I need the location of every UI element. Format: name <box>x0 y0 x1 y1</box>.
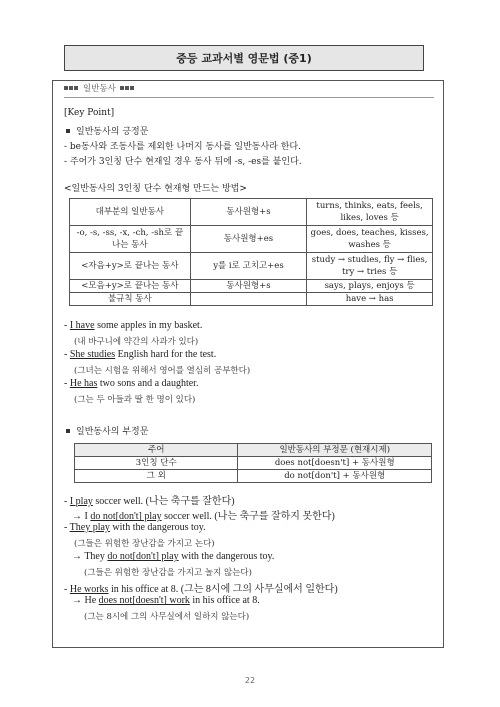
sentence-rest: English hard for the test. <box>115 349 217 360</box>
table-row <box>75 470 432 483</box>
underlined-phrase: do not[don't] play <box>90 511 162 522</box>
table-cell: 동사원형+s <box>190 199 307 226</box>
sentence-rest: in his office at 8. <box>189 595 260 606</box>
negative-sentence <box>72 551 274 562</box>
example-sentence: - They play with the dangerous toy. <box>64 522 206 533</box>
table-cell: turns, thinks, eats, feels, likes, loves 등 <box>307 199 433 226</box>
table-row <box>70 226 433 253</box>
neg-heading-text: 일반동사의 부정문 <box>76 427 149 437</box>
table-cell: 동사원형+es <box>190 226 307 253</box>
negative-table <box>74 443 432 483</box>
table-cell: <모음+y>로 끝나는 동사 <box>70 280 191 293</box>
example-sentence: - He has two sons and a daughter. <box>64 378 199 389</box>
table-cell: 대부분의 일반동사 <box>70 199 191 226</box>
underlined-phrase: I have <box>69 320 95 331</box>
table-cell: 동사원형+s <box>190 280 307 293</box>
table-row <box>70 280 433 293</box>
example-translation: (그녀는 시험을 위해서 영어를 열심히 공부한다) <box>74 366 251 376</box>
square-bullet-icon <box>66 129 70 133</box>
table-header-cell: 일반동사의 부정문 (현재시제) <box>238 444 432 457</box>
arrow-prefix: → He <box>72 595 99 606</box>
sentence-rest: in his office at 8. (그는 8시에 그의 사무실에서 일한다) <box>108 584 338 595</box>
sentence-rest: some apples in my basket. <box>94 320 203 331</box>
example-sentence: - I have some apples in my basket. <box>64 320 203 331</box>
underlined-phrase: do not[don't] play <box>107 551 179 562</box>
underlined-phrase: does not[doesn't] work <box>98 595 190 606</box>
sentence-rest: soccer well. (나는 축구를 잘한다) <box>92 496 235 507</box>
negative-sentence <box>72 507 335 522</box>
table-header-row <box>75 444 432 457</box>
key-point-heading: [Key Point] <box>64 108 115 118</box>
table-cell: -o, -s, -ss, -x, -ch, -sh로 끝나는 동사 <box>70 226 191 253</box>
example-translation: (그는 두 아들과 딸 한 명이 있다) <box>74 395 196 405</box>
arrow-prefix: → They <box>72 551 108 562</box>
table-cell: do not[don't] + 동사원형 <box>238 470 432 483</box>
table-cell: 불규칙 동사 <box>70 293 191 306</box>
table-cell: does not[doesn't] + 동사원형 <box>238 457 432 470</box>
table-cell: study → studies, fly → flies, try → tries 등 <box>307 253 433 280</box>
key-point-line: - 주어가 3인칭 단수 현재일 경우 동사 뒤에 -s, -es를 붙인다. <box>64 157 302 167</box>
table-cell: y를 i로 고치고+es <box>190 253 307 280</box>
page-number: 22 <box>244 676 256 685</box>
page-title <box>64 45 424 71</box>
page-title-text: 중등 교과서별 영문법 (중1) <box>176 52 312 65</box>
example-translation: (그는 8시에 그의 사무실에서 일하지 않는다) <box>84 612 250 622</box>
example-sentence: - He works in his office at 8. (그는 8시에 그의 사무실에서 일한다) <box>64 584 338 595</box>
underlined-phrase: He works <box>69 584 109 595</box>
square-bullets-icon <box>120 86 135 90</box>
table-cell: 3인칭 단수 <box>75 457 238 470</box>
sentence-rest: soccer well. (나는 축구를 잘하지 못한다) <box>161 511 335 522</box>
table-row <box>70 253 433 280</box>
example-translation: (그들은 위험한 장난감을 가지고 논다) <box>74 539 215 549</box>
example-translation: (내 바구니에 약간의 사과가 있다) <box>74 337 199 347</box>
arrow-prefix: → I <box>72 511 91 522</box>
example-sentence: - She studies English hard for the test. <box>64 349 217 360</box>
divider <box>64 97 434 98</box>
table-cell: says, plays, enjoys 등 <box>307 280 433 293</box>
underlined-phrase: She studies <box>69 349 116 360</box>
table-row <box>70 293 433 306</box>
table-cell: <자음+y>로 끝나는 동사 <box>70 253 191 280</box>
example-sentence: - I play soccer well. (나는 축구를 잘한다) <box>64 496 235 507</box>
table-row <box>75 457 432 470</box>
square-bullets-icon <box>64 86 79 90</box>
table-cell: have → has <box>307 293 433 306</box>
underlined-phrase: They play <box>69 522 110 533</box>
section-tag-label: 일반동사 <box>83 84 116 94</box>
section-tag <box>64 82 135 94</box>
subheading-text: 일반동사의 긍정문 <box>76 127 149 137</box>
table-header-cell: 주어 <box>75 444 238 457</box>
square-bullet-icon <box>66 429 70 433</box>
negative-sentence <box>72 595 260 606</box>
sentence-rest: with the dangerous toy. <box>178 551 275 562</box>
table-cell: goes, does, teaches, kisses, washes 등 <box>307 226 433 253</box>
example-translation: (그들은 위험한 장난감을 가지고 놀지 않는다) <box>84 568 252 578</box>
sentence-rest: two sons and a daughter. <box>97 378 199 389</box>
key-point-line: - be동사와 조동사를 제외한 나머지 동사를 일반동사라 한다. <box>64 142 301 152</box>
underlined-phrase: I play <box>69 496 93 507</box>
underlined-phrase: He has <box>69 378 98 389</box>
table-cell <box>190 293 307 306</box>
neg-heading <box>64 424 148 437</box>
table-row <box>70 199 433 226</box>
rule-heading: <일반동사의 3인칭 단수 현재형 만드는 방법> <box>64 184 247 194</box>
key-point-subheading <box>64 124 148 137</box>
rule-table <box>69 198 433 306</box>
table-cell: 그 외 <box>75 470 238 483</box>
sentence-rest: with the dangerous toy. <box>109 522 206 533</box>
